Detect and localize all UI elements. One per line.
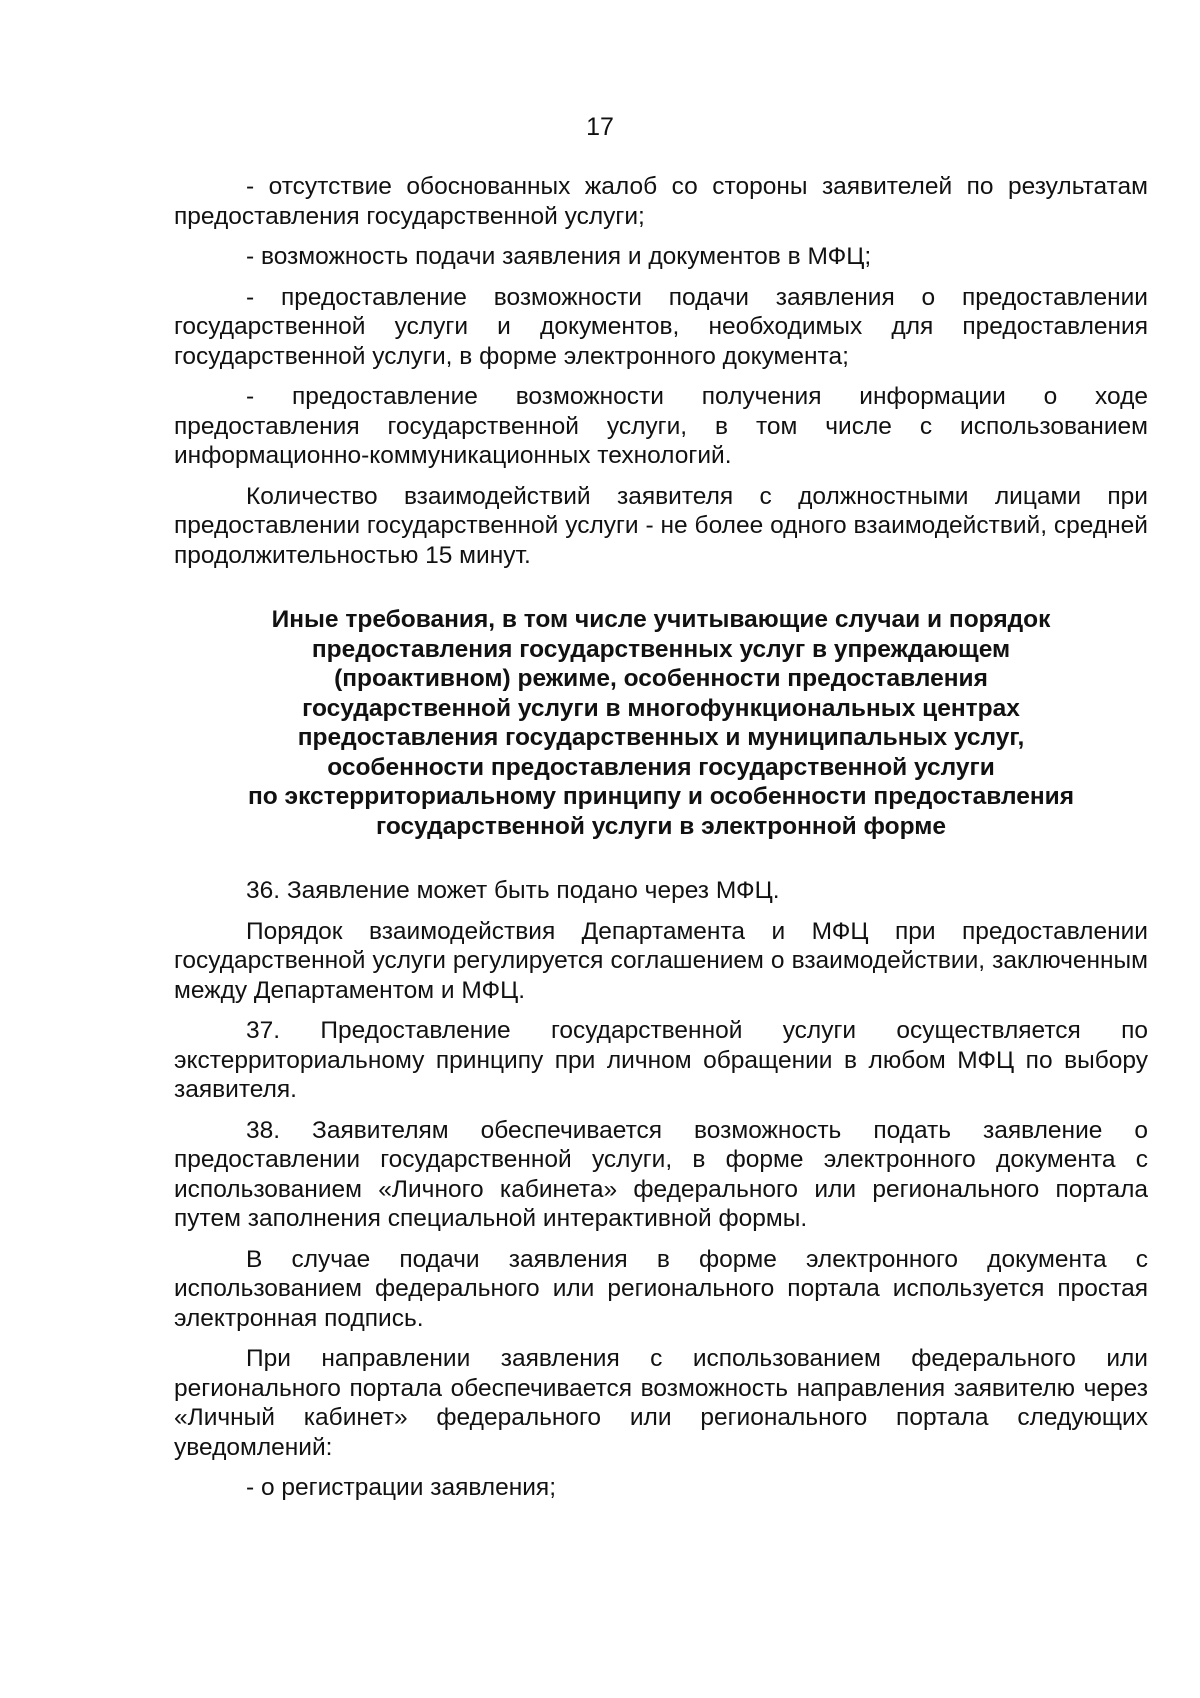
document-body — [174, 172, 1148, 1514]
paragraph-electronic-signature: В случае подачи заявления в форме электронного документа с использованием федерального или регионального портала используется простая электронная подпись. — [174, 1245, 1148, 1332]
paragraph-no-complaints: - отсутствие обоснованных жалоб со стороны заявителей по результатам предоставления государственной услуги; — [174, 173, 1148, 230]
heading-line: государственной услуги в многофункциональных центрах — [302, 694, 1020, 722]
heading-line: особенности предоставления государственной услуги — [327, 753, 995, 781]
paragraph-interaction-procedure: Порядок взаимодействия Департамента и МФЦ при предоставлении государственной услуги регулируется соглашением о взаимодействии, заключенным между Департаментом и МФЦ. — [174, 917, 1148, 1004]
heading-line: предоставления государственных и муниципальных услуг, — [297, 724, 1025, 751]
heading-line: по экстерриториальному принципу и особенности предоставления — [247, 783, 1075, 810]
heading-line: государственной услуги в электронной форме — [375, 812, 947, 840]
paragraph-notifications: При направлении заявления с использованием федерального или регионального портала обеспечивается возможность направления заявителю через «Личный кабинет» федерального или регионального портала следующих уведомлений: — [174, 1345, 1148, 1461]
page-number: 17 — [586, 113, 614, 141]
paragraph-electronic-submission: - предоставление возможности подачи заявления о предоставлении государственной услуги и документов, необходимых для предоставления государственной услуги, в форме электронного документа; — [174, 283, 1148, 370]
heading-line: предоставления государственных услуг в упреждающем — [311, 635, 1011, 663]
paragraph-mfc-submission: - возможность подачи заявления и документов в МФЦ; — [246, 243, 872, 270]
paragraph-38: 38. Заявителям обеспечивается возможность подать заявление о предоставлении государственной услуги, в форме электронного документа с использованием «Личного кабинета» федерального или регионального портала путем заполнения специальной интерактивной формы. — [174, 1116, 1148, 1232]
paragraph-37: 37. Предоставление государственной услуги осуществляется по экстерриториальному принципу при личном обращении в любом МФЦ по выбору заявителя. — [174, 1017, 1148, 1103]
paragraph-36: 36. Заявление может быть подано через МФЦ. — [246, 877, 780, 904]
heading-line: Иные требования, в том числе учитывающие случаи и порядок — [271, 606, 1051, 633]
paragraph-interactions-count: Количество взаимодействий заявителя с должностными лицами при предоставлении государственной услуги - не более одного взаимодействий, средней продолжительностью 15 минут. — [174, 482, 1148, 569]
paragraph-registration-notice: - о регистрации заявления; — [246, 1474, 556, 1501]
heading-line: (проактивном) режиме, особенности предоставления — [334, 665, 988, 692]
section-heading — [174, 605, 1148, 841]
paragraph-progress-info: - предоставление возможности получения информации о ходе предоставления государственной услуги, в том числе с использованием информационно-коммуникационных технологий. — [174, 383, 1148, 469]
